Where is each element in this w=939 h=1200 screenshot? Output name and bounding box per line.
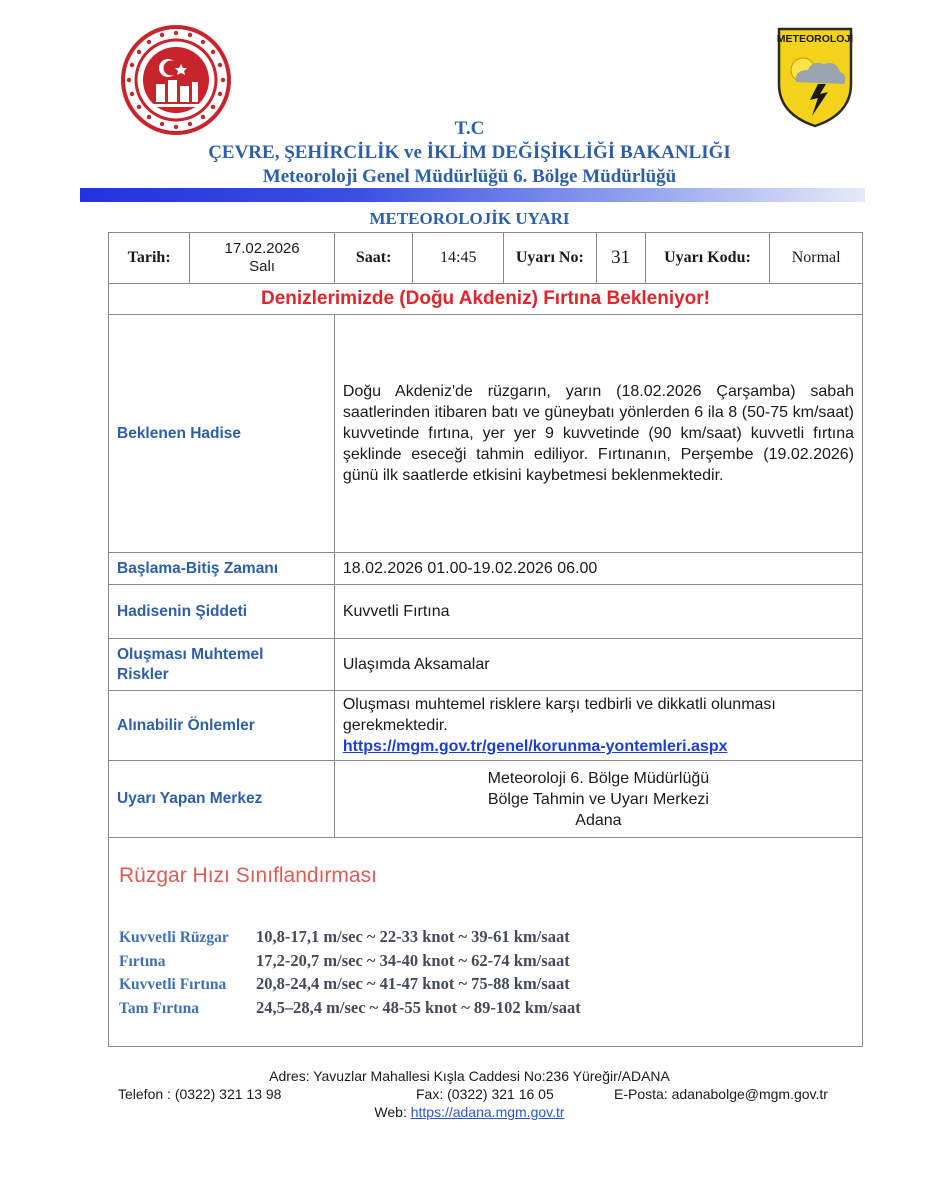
wind-class-value: 24,5–28,4 m/sec ~ 48-55 knot ~ 89-102 km/saat — [256, 997, 581, 1017]
risks-label: Oluşması Muhtemel Riskler — [109, 639, 335, 691]
protection-methods-link[interactable]: https://mgm.gov.tr/genel/korunma-yontemleri.aspx — [342, 738, 728, 755]
date-value: 17.02.2026 — [224, 240, 300, 257]
warning-number-value: 31 — [596, 233, 645, 284]
date-label: Tarih: — [109, 233, 190, 284]
warning-code-label: Uyarı Kodu: — [645, 233, 770, 284]
meta-row — [109, 233, 863, 284]
wind-class-value: 17,2-20,7 m/sec ~ 34-40 knot ~ 62-74 km/saat — [256, 950, 570, 970]
date-cell — [190, 233, 334, 284]
wind-row — [119, 951, 581, 975]
severity-value: Kuvvetli Fırtına — [334, 585, 862, 639]
header-tc: T.C — [454, 118, 485, 139]
wind-class-name: Fırtına — [119, 952, 166, 970]
risks-value: Ulaşımda Aksamalar — [334, 639, 862, 691]
footer-web-line — [0, 1104, 939, 1120]
warning-number-label: Uyarı No: — [504, 233, 597, 284]
wind-classification-title: Rüzgar Hızı Sınıflandırması — [119, 864, 377, 887]
wind-row — [119, 998, 581, 1022]
period-label: Başlama-Bitiş Zamanı — [109, 553, 335, 585]
warning-code-value: Normal — [770, 233, 863, 284]
center-line1: Meteoroloji 6. Bölge Müdürlüğü — [487, 769, 710, 787]
measures-label: Alınabilir Önlemler — [109, 691, 335, 761]
wind-classification-list — [119, 927, 581, 1021]
header-directorate: Meteoroloji Genel Müdürlüğü 6. Bölge Müdürlüğü — [262, 166, 677, 187]
wind-row — [119, 927, 581, 951]
meteoroloji-logo — [776, 26, 854, 128]
wind-class-value: 20,8-24,4 m/sec ~ 41-47 knot ~ 75-88 km/saat — [256, 974, 570, 993]
footer-email: E-Posta: adanabolge@mgm.gov.tr — [614, 1086, 828, 1102]
wind-classification-box — [109, 838, 863, 1047]
footer-phone: Telefon : (0322) 321 13 98 — [118, 1086, 282, 1102]
warning-table — [108, 232, 863, 1047]
wind-class-name: Tam Fırtına — [119, 999, 199, 1017]
logo-text: METEOROLOJİ — [776, 33, 854, 45]
time-label: Saat: — [334, 233, 413, 284]
footer-web-link[interactable]: https://adana.mgm.gov.tr — [410, 1104, 565, 1120]
wind-row — [119, 974, 581, 998]
measures-cell — [334, 691, 862, 761]
footer-fax: Fax: (0322) 321 16 05 — [416, 1086, 554, 1102]
header-divider-bar — [80, 188, 865, 202]
footer-address: Adres: Yavuzlar Mahallesi Kışla Caddesi No:236 Yüreğir/ADANA — [269, 1068, 670, 1084]
wind-class-name: Kuvvetli Fırtına — [119, 976, 227, 993]
severity-label: Hadisenin Şiddeti — [109, 585, 335, 639]
center-line2: Bölge Tahmin ve Uyarı Merkezi — [487, 790, 709, 808]
footer-web-label: Web: — [374, 1104, 411, 1120]
warning-headline: Denizlerimizde (Doğu Akdeniz) Fırtına Bekleniyor! — [109, 284, 863, 315]
header-ministry: ÇEVRE, ŞEHİRCİLİK ve İKLİM DEĞİŞİKLİĞİ BAKANLIĞI — [208, 142, 731, 163]
time-value: 14:45 — [413, 233, 504, 284]
day-value: Salı — [249, 258, 276, 275]
period-value: 18.02.2026 01.00-19.02.2026 06.00 — [334, 553, 862, 585]
center-cell — [334, 761, 862, 838]
measures-text: Oluşması muhtemel risklere karşı tedbirli ve dikkatli olunması gerekmektedir. — [342, 696, 776, 734]
wind-class-value: 10,8-17,1 m/sec ~ 22-33 knot ~ 39-61 km/saat — [256, 927, 570, 946]
expected-event-text: Doğu Akdeniz'de rüzgarın, yarın (18.02.2026 Çarşamba) sabah saatlerinden itibaren batı ve güneybatı yönlerden 6 ila 8 (50-75 km/saat) kuvvetinde fırtına, yer yer 9 kuvvetinde (90 km/saat) kuvvetli fırtına şeklinde eseceği tahmin ediliyor. Fırtınanın, Perşembe (19.02.2026) günü ilk saatlerde etkisini kaybetmesi beklenmektedir. — [334, 315, 862, 553]
center-label: Uyarı Yapan Merkez — [109, 761, 335, 838]
center-line3: Adana — [575, 811, 622, 829]
expected-event-label: Beklenen Hadise — [109, 315, 335, 553]
document-title: METEOROLOJİK UYARI — [369, 209, 570, 228]
wind-class-name: Kuvvetli Rüzgar — [119, 929, 229, 946]
